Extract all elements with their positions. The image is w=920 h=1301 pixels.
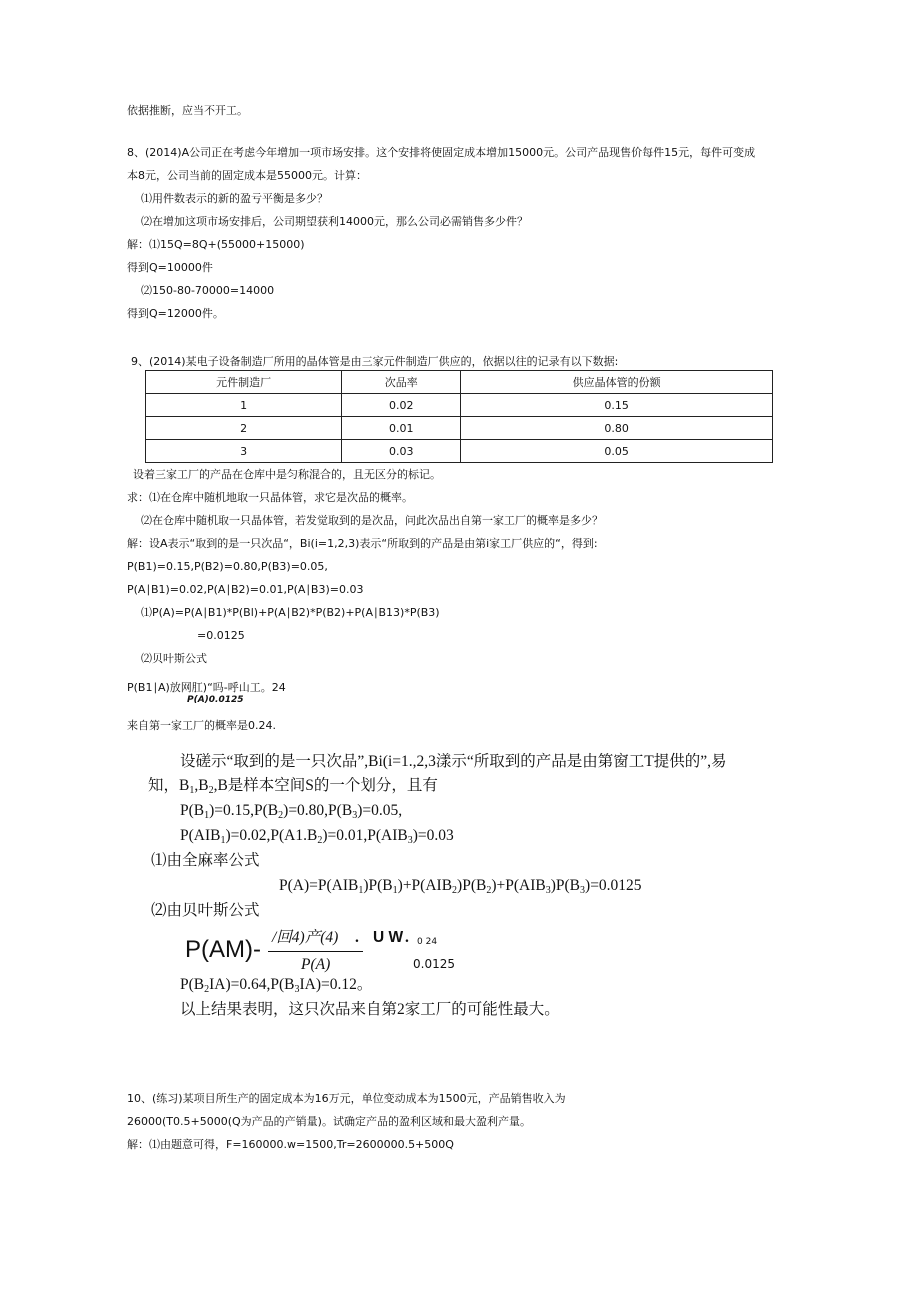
scan-line-10: 以上结果表明，这只次品来自第2家工厂的可能性最大。 bbox=[180, 1001, 560, 1018]
fraction-bar bbox=[268, 951, 363, 952]
scan-line-4: $P(AIB_1)=0.02,P(A1.B_2)=0.01,P(AIB_3)=0.03$ bbox=[180, 827, 454, 846]
q9-bayes-denominator: P(A)0.0125 bbox=[187, 695, 244, 705]
q8-sub2: ⑵在增加这项市场安排后，公司期望获利14000元，那么公司必需销售多少件？ bbox=[141, 215, 528, 228]
table-cell: 2 bbox=[146, 417, 342, 440]
q9-note: 设着三家工厂的产品在仓库中是匀称混合的，且无区分的标记。 bbox=[133, 468, 441, 481]
q8-res2: 得到Q=12000件。 bbox=[127, 307, 224, 320]
top-line: 依据推断，应当不开工。 bbox=[127, 104, 248, 117]
q8-line1: 8、(2014)A公司正在考虑今年增加一项市场安排。这个安排将使固定成本增加15000元。公司产品现售价每件15元，每件可变成 bbox=[127, 146, 756, 159]
q10-line1: 10、(练习)某项目所生产的固定成本为16万元，单位变动成本为1500元，产品销售收入为 bbox=[127, 1092, 566, 1105]
table-cell: 0.01 bbox=[342, 417, 461, 440]
q9-bayes-expr: P(B1∣A)放网肛)“吗-呼山工。24 bbox=[127, 681, 286, 694]
q9-p-b: P(B1)=0.15,P(B2)=0.80,P(B3)=0.05, bbox=[127, 560, 328, 573]
q8-sol2: ⑵150-80-70000=14000 bbox=[141, 284, 275, 297]
scan-line-5: ⑴由全麻率公式 bbox=[151, 852, 260, 869]
bayes-lhs: P(AM)- bbox=[185, 936, 261, 963]
q10-sol: 解：⑴由题意可得，F=160000.w=1500,Tr=2600000.5+500Q bbox=[127, 1138, 454, 1151]
bayes-dot-1: . bbox=[355, 929, 359, 946]
bayes-numerator: /回4)产(4) bbox=[272, 929, 339, 946]
q8-res1: 得到Q=10000件 bbox=[127, 261, 213, 274]
table-header-cell: 次品率 bbox=[342, 371, 461, 394]
scan-line-7: ⑵由贝叶斯公式 bbox=[151, 902, 260, 919]
table-row bbox=[146, 394, 773, 417]
scan-line-1: 设磋示“取到的是一只次品”,Bi(i=1.,2,3漾示“所取到的产品是由第窗工T提供的”,易 bbox=[180, 753, 727, 770]
q9-p-a: ⑴P(A)=P(A∣B1)*P(Bl)+P(A∣B2)*P(B2)+P(A∣B13)*P(B3) bbox=[141, 606, 440, 619]
defect-rate-table bbox=[145, 370, 773, 463]
bayes-value-024: 0 24 bbox=[417, 937, 438, 947]
q9-ask2: ⑵在仓库中随机取一只晶体管，若发觉取到的是次品，问此次品出自第一家工厂的概率是多少？ bbox=[141, 514, 603, 527]
q8-sol1: 解：⑴15Q=8Q+(55000+15000) bbox=[127, 238, 305, 251]
bayes-dot-2: . bbox=[405, 929, 409, 946]
q9-p-a-value: =0.0125 bbox=[197, 629, 245, 642]
q9-title: 9、(2014)某电子设备制造厂所用的晶体管是由三家元件制造厂供应的，依据以往的记录有以下数据: bbox=[131, 355, 619, 368]
table-row bbox=[146, 417, 773, 440]
q8-sub1: ⑴用件数表示的新的盈亏平衡是多少？ bbox=[141, 192, 328, 205]
scan-line-3: $P(B_1)=0.15,P(B_2)=0.80,P(B_3)=0.05$, bbox=[180, 802, 403, 821]
table-cell: 3 bbox=[146, 440, 342, 463]
table-header-cell: 供应晶体管的份额 bbox=[461, 371, 773, 394]
bayes-denominator: P(A) bbox=[301, 956, 331, 973]
table-cell: 1 bbox=[146, 394, 342, 417]
q9-conclusion: 来自第一家工厂的概率是0.24. bbox=[127, 719, 276, 732]
q9-p-ab: P(A∣B1)=0.02,P(A∣B2)=0.01,P(A∣B3)=0.03 bbox=[127, 583, 364, 596]
scan-line-6: $P(A)=P(AIB_1)P(B_1)+P(AIB_2)P(B_2)+P(AIB_3)P(B_3)=0.0125$ bbox=[279, 877, 642, 896]
q9-ask1: 求：⑴在仓库中随机地取一只晶体管，求它是次品的概率。 bbox=[127, 491, 413, 504]
table-row bbox=[146, 440, 773, 463]
table-cell: 0.05 bbox=[461, 440, 773, 463]
table-cell: 0.02 bbox=[342, 394, 461, 417]
q9-sol-intro: 解：设A表示“取到的是一只次品“，Bi(i=1,2,3)表示“所取到的产品是由第i家工厂供应的“，得到: bbox=[127, 537, 598, 550]
table-header-cell: 元件制造厂 bbox=[146, 371, 342, 394]
table-cell: 0.03 bbox=[342, 440, 461, 463]
scan-line-2: 知，$B_1,B_2,B$是样本空间S的一个划分，且有 bbox=[148, 777, 438, 796]
bayes-value-00125: 0.0125 bbox=[413, 957, 455, 971]
table-cell: 0.15 bbox=[461, 394, 773, 417]
q10-line2: 26000(T0.5+5000(Q为产品的产销量)。试确定产品的盈利区域和最大盈利产量。 bbox=[127, 1115, 531, 1128]
q9-bayes-label: ⑵贝叶斯公式 bbox=[141, 652, 207, 665]
table-cell: 0.80 bbox=[461, 417, 773, 440]
scan-line-9: $P(B_2IA)=0.64,P(B_3IA)=0.12$。 bbox=[180, 976, 373, 995]
table-header-row bbox=[146, 371, 773, 394]
q8-line2: 本8元，公司当前的固定成本是55000元。计算： bbox=[127, 169, 367, 182]
bayes-uw: U W bbox=[373, 929, 404, 946]
